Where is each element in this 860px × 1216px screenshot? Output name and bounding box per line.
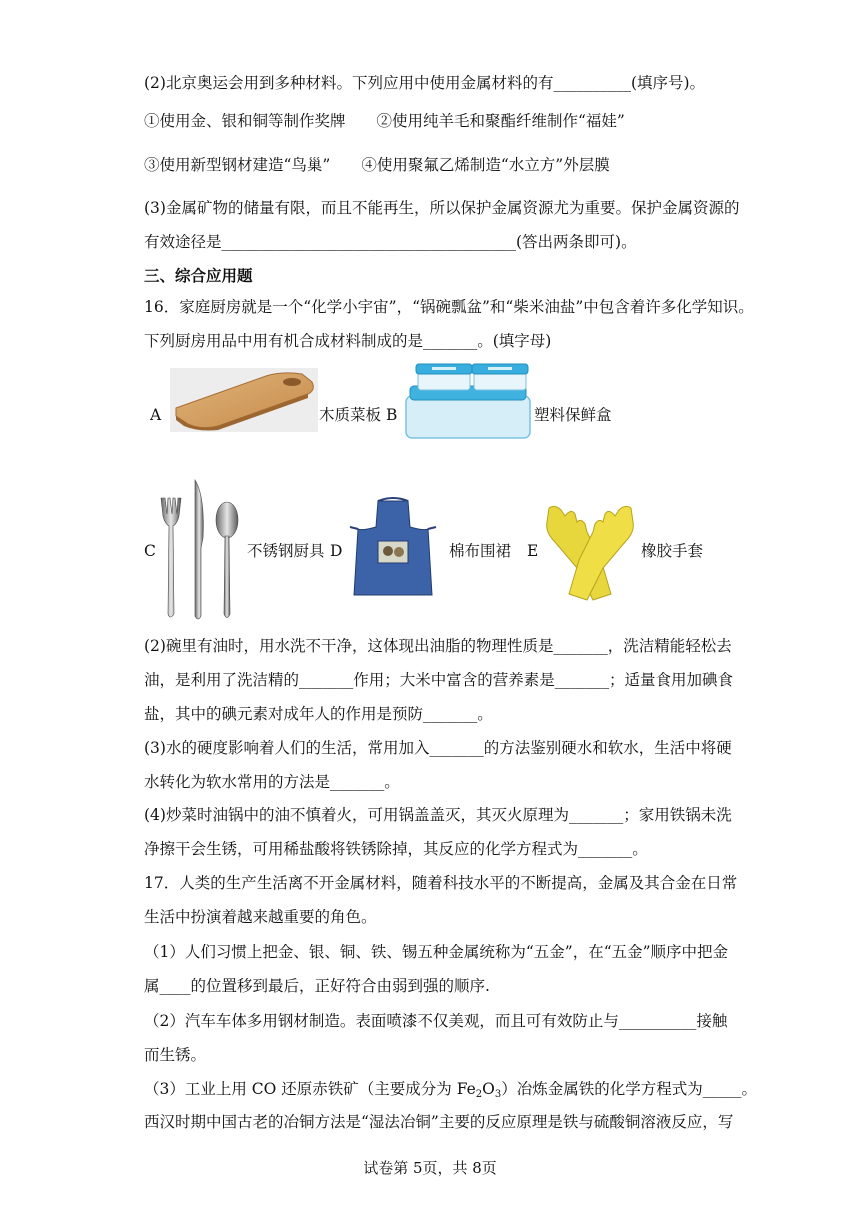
q17-part3-line1	[144, 1079, 758, 1105]
formula-oxygen: O	[482, 1080, 495, 1098]
cutlery-image	[155, 476, 243, 622]
q16-part2-line2: 油，是利用了洗洁精的_______作用；大米中富含的营养素是_______；适量食用加碘食	[144, 671, 734, 689]
q17-intro-line1: 17．人类的生产生活离不开金属材料，随着科技水平的不断提高，金属及其合金在日常	[144, 874, 738, 892]
q17-part1-line2: 属____的位置移到最后，正好符合由弱到强的顺序.	[144, 977, 490, 995]
q16-intro-line1: 16．家庭厨房就是一个“化学小宇宙”，“锅碗瓢盆”和“柴米油盐”中包含着许多化学知识。	[144, 298, 754, 316]
option-b-letter: B	[386, 406, 398, 424]
q16-part2-line1: (2)碗里有油时，用水洗不干净，这体现出油脂的物理性质是_______，洗洁精能轻松去	[144, 637, 732, 655]
q16-part4-line2: 净擦干会生锈，可用稀盐酸将铁锈除掉，其反应的化学方程式为_______。	[144, 840, 648, 858]
option-e-text: 橡胶手套	[641, 542, 704, 560]
option-d-letter: D	[330, 542, 343, 560]
q17-part2-line1: （2）汽车车体多用钢材制造。表面喷漆不仅美观，而且可有效防止与__________接触	[144, 1012, 728, 1030]
q16-part4-line1: (4)炒菜时油锅中的油不慎着火，可用锅盖盖灭，其灭火原理为_______；家用铁锅未洗	[144, 806, 732, 824]
option-a-letter: A	[150, 406, 162, 424]
q16-part2-line3: 盐，其中的碘元素对成年人的作用是预防_______。	[144, 705, 493, 723]
q17-part2-line2: 而生锈。	[144, 1046, 207, 1064]
option-c-letter: C	[144, 542, 156, 560]
q16-part3-line1: (3)水的硬度影响着人们的生活，常用加入_______的方法鉴别硬水和软水，生活中将硬	[144, 739, 732, 757]
rubber-gloves-image	[541, 502, 639, 602]
option-c-text: 不锈钢厨具	[247, 542, 325, 560]
option-b-text: 塑料保鲜盒	[534, 406, 612, 424]
plastic-container-image	[402, 360, 534, 440]
q15-part2: (2)北京奥运会用到多种材料。下列应用中使用金属材料的有__________(填序号)。	[144, 74, 706, 92]
q17-intro-line2: 生活中扮演着越来越重要的角色。	[144, 908, 377, 926]
q17-part3-line2: 西汉时期中国古老的冶铜方法是“湿法冶铜”主要的反应原理是铁与硫酸铜溶液反应，写	[144, 1113, 734, 1131]
section-heading: 三、综合应用题	[144, 266, 253, 285]
option-a-text: 木质菜板	[319, 406, 382, 424]
cutting-board-image	[170, 368, 318, 432]
q17-part1-line1: （1）人们习惯上把金、银、铜、铁、锡五种金属统称为“五金”，在“五金”顺序中把金	[144, 943, 729, 961]
apron-image	[348, 497, 438, 600]
q15-part3-line1: (3)金属矿物的储量有限，而且不能再生，所以保护金属资源尤为重要。保护金属资源的	[144, 199, 740, 217]
q16-intro-line2: 下列厨房用品中用有机合成材料制成的是_______。(填字母)	[144, 332, 552, 350]
q15-options-1-2: ①使用金、银和铜等制作奖牌 ②使用纯羊毛和聚酯纤维制作“福娃”	[144, 112, 625, 130]
q16-part3-line2: 水转化为软水常用的方法是_______。	[144, 773, 400, 791]
formula-subscript-2: 2	[475, 1089, 483, 1100]
page-footer: 试卷第 5页，共 8页	[363, 1159, 497, 1177]
option-d-text: 棉布围裙	[449, 542, 512, 560]
formula-subscript-3: 3	[494, 1089, 502, 1100]
option-e-letter: E	[527, 542, 539, 560]
q15-part3-line2: 有效途径是______________________________________(答出两条即可)。	[144, 233, 637, 251]
q17-part3-suffix: ）冶炼金属铁的化学方程式为_____。	[501, 1080, 758, 1098]
q15-options-3-4: ③使用新型钢材建造“鸟巢” ④使用聚氟乙烯制造“水立方”外层膜	[144, 156, 610, 174]
q17-part3-prefix: （3）工业上用 CO 还原赤铁矿（主要成分为 Fe	[144, 1080, 476, 1098]
